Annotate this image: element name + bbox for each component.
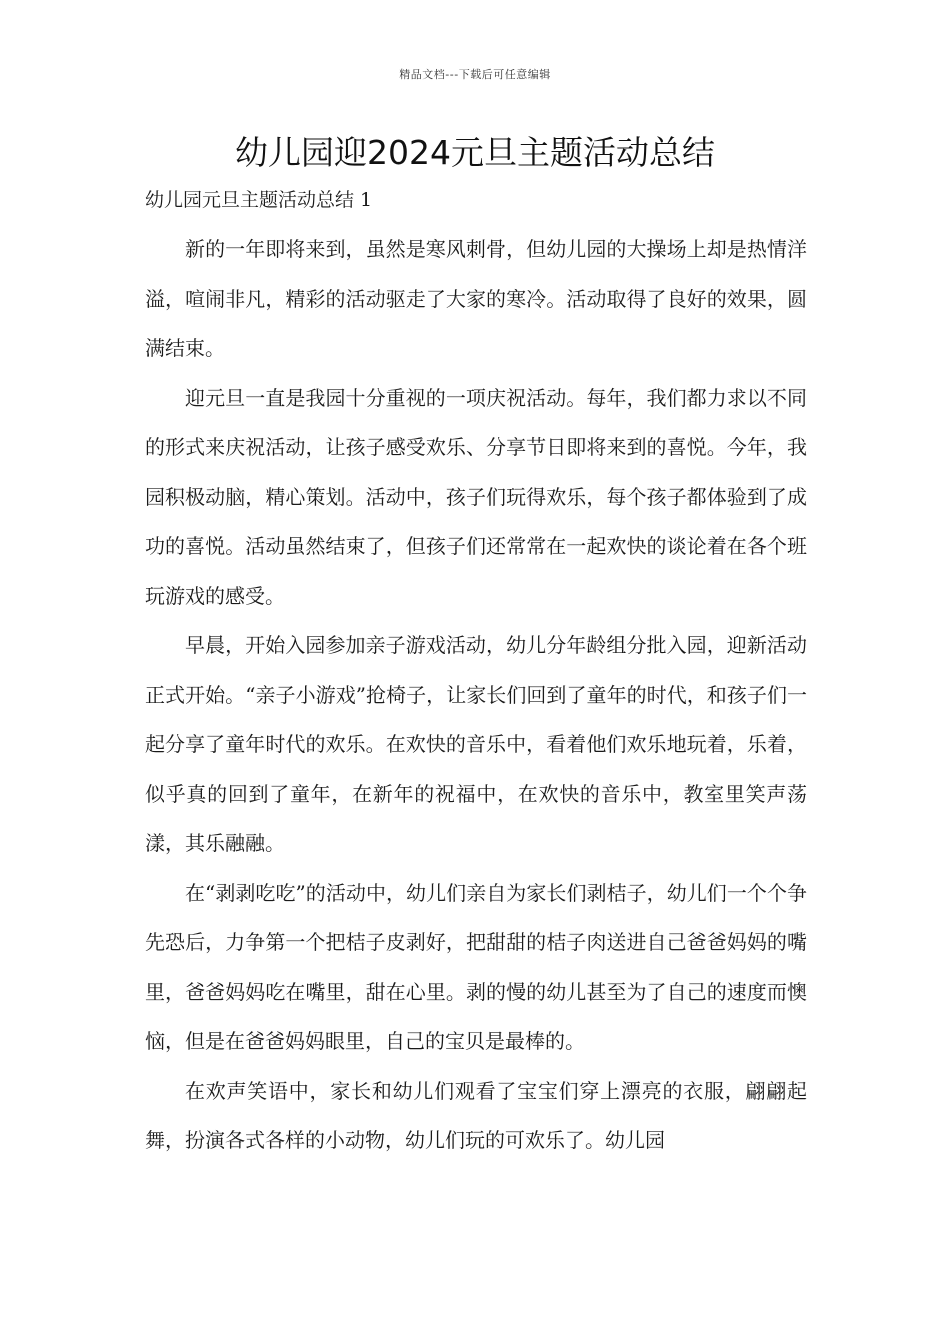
- paragraph: 新的一年即将来到，虽然是寒风刺骨，但幼儿园的大操场上却是热情洋溢，喧闹非凡，精彩的活动驱走了大家的寒冷。活动取得了良好的效果，圆满结束。: [145, 237, 807, 360]
- paragraph: 早晨，开始入园参加亲子游戏活动，幼儿分年龄组分批入园，迎新活动正式开始。“亲子小游戏”抢椅子，让家长们回到了童年的时代，和孩子们一起分享了童年时代的欢乐。在欢快的音乐中，看着他们欢乐地玩着，乐着，似乎真的回到了童年，在新年的祝福中，在欢快的音乐中，教室里笑声荡漾，其乐融融。: [145, 633, 807, 855]
- page-header: 精品文档---下载后可任意编辑: [399, 68, 551, 81]
- paragraph: 在“剥剥吃吃”的活动中，幼儿们亲自为家长们剥桔子，幼儿们一个个争先恐后，力争第一个把桔子皮剥好，把甜甜的桔子肉送进自己爸爸妈妈的嘴里，爸爸妈妈吃在嘴里，甜在心里。剥的慢的幼儿甚至为了自己的速度而懊恼，但是在爸爸妈妈眼里，自己的宝贝是最棒的。: [145, 880, 807, 1053]
- document-title: 幼儿园迎2024元旦主题活动总结: [235, 133, 715, 172]
- section-heading: 幼儿园元旦主题活动总结 1: [145, 189, 373, 211]
- document-body: [145, 225, 807, 1166]
- paragraph: 迎元旦一直是我园十分重视的一项庆祝活动。每年，我们都力求以不同的形式来庆祝活动，让孩子感受欢乐、分享节日即将来到的喜悦。今年，我园积极动脑，精心策划。活动中，孩子们玩得欢乐，每个孩子都体验到了成功的喜悦。活动虽然结束了，但孩子们还常常在一起欢快的谈论着在各个班玩游戏的感受。: [145, 385, 807, 608]
- paragraph: 在欢声笑语中，家长和幼儿们观看了宝宝们穿上漂亮的衣服，翩翩起舞，扮演各式各样的小动物，幼儿们玩的可欢乐了。幼儿园: [145, 1078, 807, 1152]
